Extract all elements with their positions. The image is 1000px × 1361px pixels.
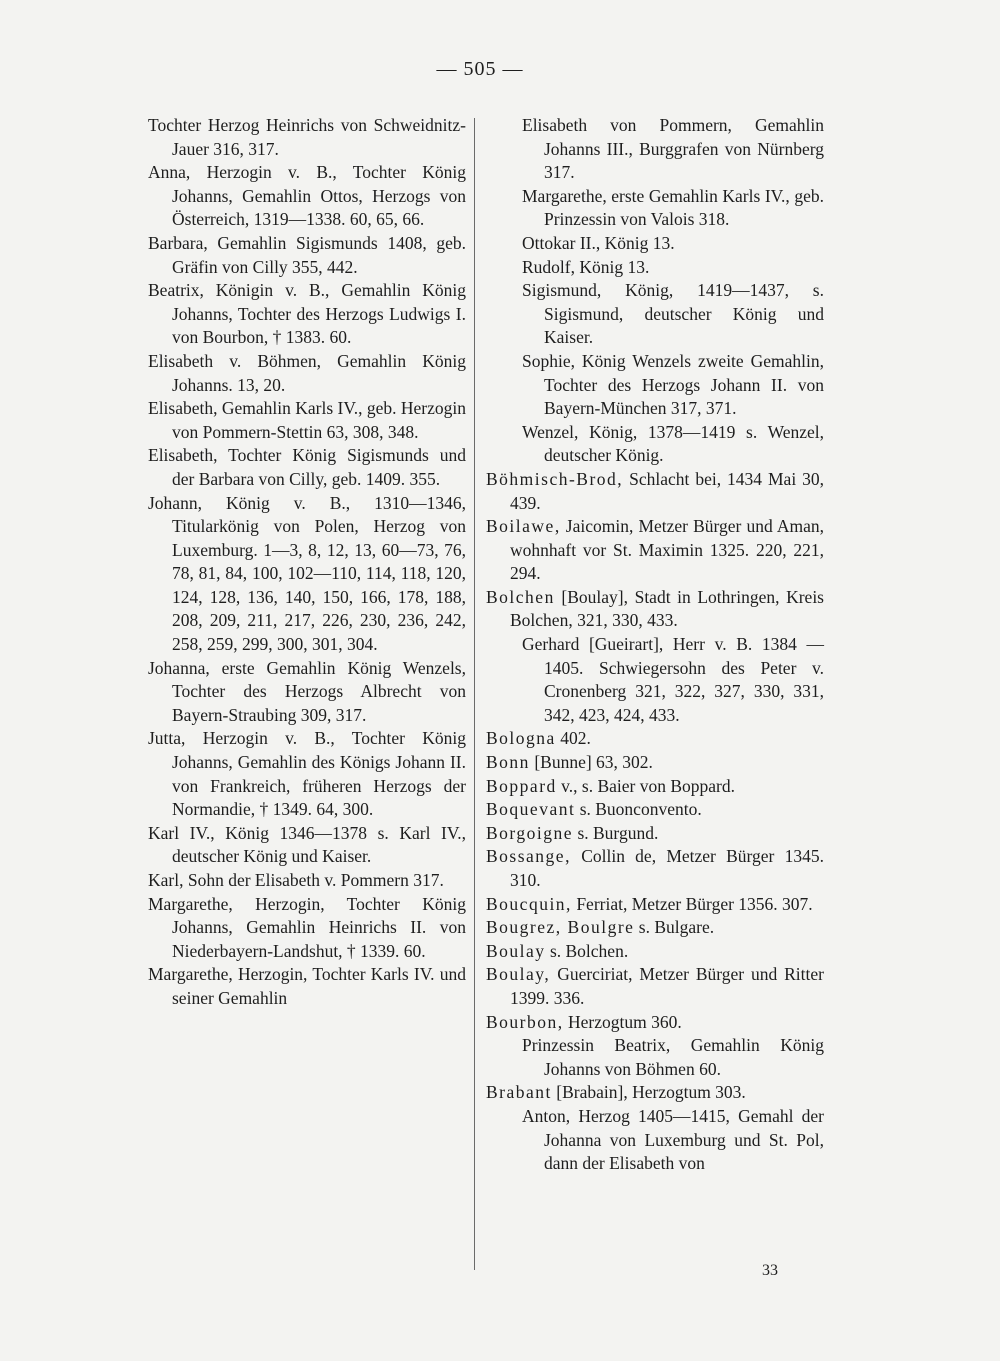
entry-text: Jutta, Herzogin v. B., Tochter König Johanns, Gemahlin des Königs Johann II. von Frankreich, früheren Herzogs der Normandie, † 1349. 64, 300. xyxy=(148,728,466,820)
entry-heading: Boppard xyxy=(486,775,557,796)
entry-text: Elisabeth, Tochter König Sigismunds und der Barbara von Cilly, geb. 1409. 355. xyxy=(148,445,466,489)
index-entry xyxy=(486,916,824,940)
entry-text: [Brabain], Herzogtum 303. xyxy=(551,1082,746,1103)
index-entry xyxy=(486,751,824,775)
entry-heading: Bourbon, xyxy=(486,1011,564,1032)
signature-mark: 33 xyxy=(762,1262,778,1279)
entry-text: s. Buonconvento. xyxy=(575,799,702,820)
entry-heading: Boquevant xyxy=(486,799,576,820)
entry-text: Guerciriat, Metzer Bürger und Ritter 1399. 336. xyxy=(510,964,824,1008)
index-entry xyxy=(486,1081,824,1105)
entry-text: s. Burgund. xyxy=(573,822,659,843)
index-entry xyxy=(148,822,466,869)
entry-text: Margarethe, Herzogin, Tochter Karls IV. und seiner Gemahlin xyxy=(148,964,466,1008)
entry-text: Wenzel, König, 1378—1419 s. Wenzel, deutscher König. xyxy=(522,421,824,466)
entry-heading: Borgoigne xyxy=(486,822,574,843)
entry-text: [Bunne] 63, 302. xyxy=(529,752,653,773)
index-entry xyxy=(148,350,466,397)
entry-text: Elisabeth v. Böhmen, Gemahlin König Johanns. 13, 20. xyxy=(148,350,466,395)
entry-heading: Boilawe, xyxy=(486,516,561,537)
index-entry xyxy=(486,256,824,280)
entry-text: Elisabeth von Pommern, Gemahlin Johanns III., Burggrafen von Nürnberg 317. xyxy=(522,115,824,183)
entry-text: s. Bolchen. xyxy=(545,940,629,961)
entry-text: Johann, König v. B., 1310—1346, Titularkönig von Polen, Herzog von Luxemburg. 1—3, 8, 12, 13, 60—73, 76, 78, 81, 84, 100, 102—110, 114, 118, 120, 124, 128, 136, 140, 150, 166, 178, 188, 208, 209, 211, 217, 226, 230, 236, 242, 258, 259, 299, 300, 301, 304. xyxy=(148,492,466,655)
index-entry xyxy=(486,350,824,421)
entry-heading: Böhmisch-Brod, xyxy=(486,468,624,489)
entry-text: Barbara, Gemahlin Sigismunds 1408, geb. Gräfin von Cilly 355, 442. xyxy=(148,232,466,277)
entry-heading: Boulay xyxy=(486,940,546,961)
entry-text: Sigismund, König, 1419—1437, s. Sigismund, deutscher König und Kaiser. xyxy=(522,280,824,348)
index-entry xyxy=(486,963,824,1010)
entry-text: Ferriat, Metzer Bürger 1356. 307. xyxy=(571,893,813,914)
column-divider xyxy=(474,118,475,1270)
entry-text: [Boulay], Stadt in Lothringen, Kreis Bolchen, 321, 330, 433. xyxy=(510,586,824,631)
index-entry xyxy=(486,822,824,846)
entry-text: Collin de, Metzer Bürger 1345. 310. xyxy=(510,846,824,890)
right-column xyxy=(486,114,824,1176)
index-entry xyxy=(486,421,824,468)
index-entry xyxy=(148,727,466,821)
entry-heading: Bolchen xyxy=(486,586,555,607)
index-entry xyxy=(486,1034,824,1081)
index-entry xyxy=(486,586,824,633)
entry-heading: Boulay, xyxy=(486,964,551,985)
entry-heading: Boucquin, xyxy=(486,893,572,914)
entry-text: Anton, Herzog 1405—1415, Gemahl der Johanna von Luxemburg und St. Pol, dann der Elisabeth von xyxy=(522,1105,824,1174)
index-entry xyxy=(148,232,466,279)
entry-text: Schlacht bei, 1434 Mai 30, 439. xyxy=(510,468,824,513)
entry-text: Anna, Herzogin v. B., Tochter König Johanns, Gemahlin Ottos, Herzogs von Österreich, 1319—1338. 60, 65, 66. xyxy=(148,162,466,230)
entry-text: Tochter Herzog Heinrichs von Schweidnitz-Jauer 316, 317. xyxy=(148,115,466,159)
entry-text: 402. xyxy=(555,728,591,749)
entry-text: Rudolf, König 13. xyxy=(522,256,650,277)
index-entry xyxy=(148,492,466,657)
index-entry xyxy=(486,468,824,515)
index-entry xyxy=(486,1105,824,1176)
entry-text: Gerhard [Gueirart], Herr v. B. 1384 —1405. Schwiegersohn des Peter v. Cronenberg 321, 322, 327, 330, 331, 342, 423, 424, 433. xyxy=(522,634,824,725)
index-entry xyxy=(486,232,824,256)
index-entry xyxy=(486,775,824,799)
index-entry xyxy=(486,515,824,586)
index-entry xyxy=(486,798,824,822)
index-entry xyxy=(148,869,466,893)
index-entry xyxy=(486,893,824,917)
entry-text: Beatrix, Königin v. B., Gemahlin König Johanns, Tochter des Herzogs Ludwigs I. von Bourbon, † 1383. 60. xyxy=(148,280,466,348)
entry-text: Herzogtum 360. xyxy=(563,1011,682,1032)
page-number: — 505 — xyxy=(436,58,524,80)
entry-text: Johanna, erste Gemahlin König Wenzels, Tochter des Herzogs Albrecht von Bayern-Straubing 309, 317. xyxy=(148,657,466,725)
index-entry xyxy=(486,279,824,350)
index-entry xyxy=(486,727,824,751)
entry-text: Prinzessin Beatrix, Gemahlin König Johanns von Böhmen 60. xyxy=(522,1035,824,1079)
index-entry xyxy=(148,963,466,1010)
index-entry xyxy=(148,397,466,444)
entry-heading: Bossange, xyxy=(486,846,571,867)
entry-text: s. Bulgare. xyxy=(634,917,715,938)
entry-heading: Bougrez, Boulgre xyxy=(486,917,635,938)
index-entry xyxy=(486,114,824,185)
index-entry xyxy=(486,633,824,727)
entry-heading: Bonn xyxy=(486,752,530,773)
entry-text: Karl IV., König 1346—1378 s. Karl IV., deutscher König und Kaiser. xyxy=(148,822,466,867)
entry-text: Sophie, König Wenzels zweite Gemahlin, Tochter des Herzogs Johann II. von Bayern-München 317, 371. xyxy=(522,350,824,419)
index-entry xyxy=(148,893,466,964)
entry-text: Ottokar II., König 13. xyxy=(522,232,675,253)
index-entry xyxy=(148,114,466,161)
entry-text: Jaicomin, Metzer Bürger und Aman, wohnhaft vor St. Maximin 1325. 220, 221, 294. xyxy=(510,516,824,584)
index-entry xyxy=(486,940,824,964)
index-entry xyxy=(148,657,466,728)
entry-text: Karl, Sohn der Elisabeth v. Pommern 317. xyxy=(148,870,444,890)
index-entry xyxy=(486,845,824,892)
left-column xyxy=(148,114,466,1011)
entry-heading: Bologna xyxy=(486,728,556,749)
index-entry xyxy=(148,279,466,350)
entry-text: v., s. Baier von Boppard. xyxy=(556,775,735,796)
entry-text: Elisabeth, Gemahlin Karls IV., geb. Herzogin von Pommern-Stettin 63, 308, 348. xyxy=(148,398,466,442)
index-entry xyxy=(486,1011,824,1035)
index-entry xyxy=(148,444,466,491)
index-entry xyxy=(486,185,824,232)
entry-heading: Brabant xyxy=(486,1082,552,1103)
index-entry xyxy=(148,161,466,232)
entry-text: Margarethe, Herzogin, Tochter König Johanns, Gemahlin Heinrichs II. von Niederbayern-Landshut, † 1339. 60. xyxy=(148,893,466,961)
entry-text: Margarethe, erste Gemahlin Karls IV., geb. Prinzessin von Valois 318. xyxy=(522,185,824,230)
